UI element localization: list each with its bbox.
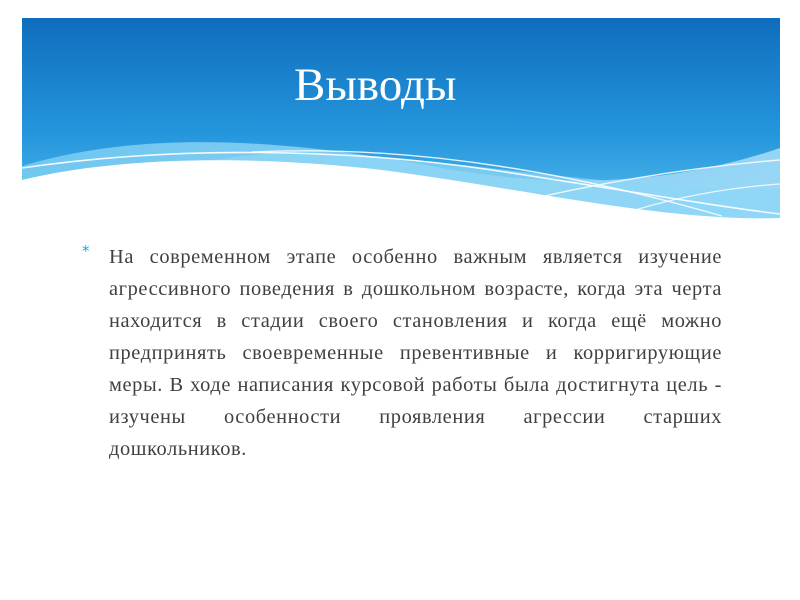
slide-title: Выводы	[294, 59, 457, 111]
bullet-text: На современном этапе особенно важным является изучение агрессивного поведения в дошкольном возрасте, когда эта черта находится в стадии своего становления и когда ещё можно предпринять своевременные превентивные и корригирующие меры. В ходе написания курсовой работы была достигнута цель - изучены особенности проявления агрессии старших дошкольников.	[109, 246, 722, 460]
bullet-item	[82, 241, 722, 465]
wave-header-banner	[22, 18, 780, 228]
bullet-asterisk-icon: *	[82, 242, 90, 260]
slide-body	[82, 241, 722, 465]
wave-header-graphic	[22, 18, 780, 228]
